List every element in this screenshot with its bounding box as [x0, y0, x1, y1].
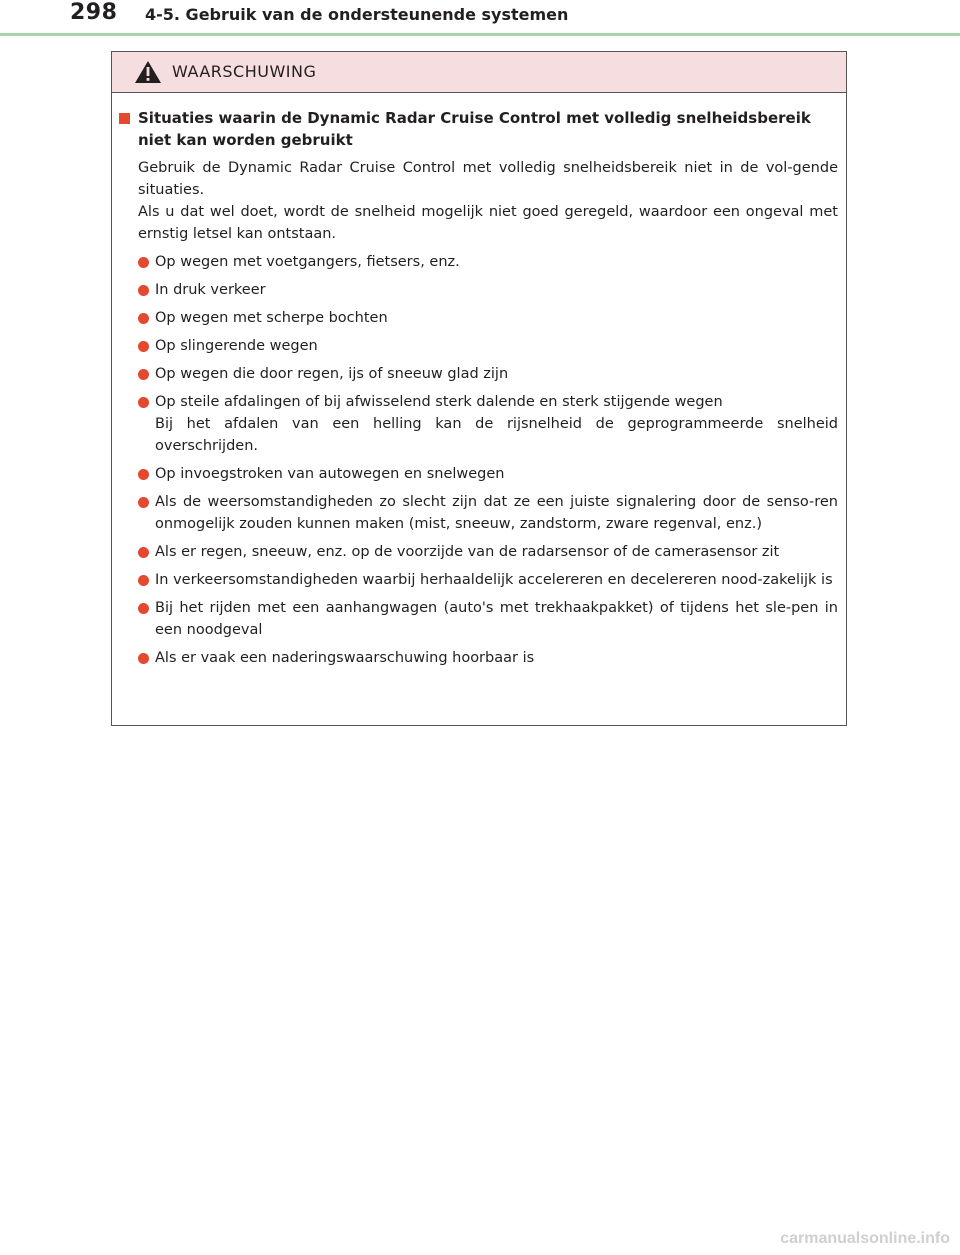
list-item-text: Bij het rijden met een aanhangwagen (auto's met trekhaakpakket) of tijdens het sle-pen in een noodgeval	[155, 600, 838, 638]
site-watermark	[750, 1227, 950, 1249]
list-item-text: Op wegen met scherpe bochten	[155, 310, 388, 326]
list-item-text: Op wegen met voetgangers, fietsers, enz.	[155, 254, 460, 270]
bullet-dot-icon	[138, 497, 149, 508]
situation-list	[119, 251, 838, 669]
warning-label: WAARSCHUWING	[172, 62, 317, 81]
bullet-dot-icon	[138, 653, 149, 664]
list-item-text: Als er vaak een naderingswaarschuwing hoorbaar is	[155, 650, 535, 666]
section-title: 4-5. Gebruik van de ondersteunende systemen	[145, 5, 569, 24]
list-item-text: Als er regen, sneeuw, enz. op de voorzijde van de radarsensor of de camerasensor zit	[155, 544, 780, 560]
list-item-text: In verkeersomstandigheden waarbij herhaaldelijk accelereren en decelereren nood-zakelijk is	[155, 572, 833, 588]
square-bullet-icon	[119, 113, 130, 124]
list-item-text: Op slingerende wegen	[155, 338, 318, 354]
list-item	[119, 307, 838, 329]
list-item	[119, 541, 838, 563]
list-item	[119, 251, 838, 273]
list-item	[119, 597, 838, 641]
list-item-text: In druk verkeer	[155, 282, 266, 298]
warning-triangle-icon	[134, 60, 162, 84]
bullet-dot-icon	[138, 285, 149, 296]
list-item	[119, 569, 838, 591]
list-item-text: Op steile afdalingen of bij afwisselend sterk dalende en sterk stijgende wegen	[155, 394, 723, 410]
list-item	[119, 463, 838, 485]
warning-heading: Situaties waarin de Dynamic Radar Cruise Control met volledig snelheidsbereik niet kan worden gebruikt	[138, 109, 811, 149]
bullet-dot-icon	[138, 369, 149, 380]
bullet-dot-icon	[138, 603, 149, 614]
intro-paragraph-2: Als u dat wel doet, wordt de snelheid mogelijk niet goed geregeld, waardoor een ongeval met ernstig letsel kan ontstaan.	[138, 204, 838, 242]
list-item	[119, 279, 838, 301]
list-item-content	[155, 391, 838, 457]
warning-intro	[138, 157, 838, 245]
list-item-text: Als de weersomstandigheden zo slecht zijn dat ze een juiste signalering door de senso-ren onmogelijk zouden kunnen maken (mist, sneeuw, zandstorm, zware regenval, enz.)	[155, 494, 838, 532]
warning-box	[111, 51, 847, 726]
intro-paragraph-1: Gebruik de Dynamic Radar Cruise Control met volledig snelheidsbereik niet in de vol-gende situaties.	[138, 160, 838, 198]
page-number: 298	[70, 0, 118, 25]
warning-heading-row	[119, 107, 838, 151]
watermark-text: carmanualsonline.info	[780, 1230, 950, 1247]
bullet-dot-icon	[138, 341, 149, 352]
warning-body	[112, 93, 846, 669]
list-item	[119, 363, 838, 385]
bullet-dot-icon	[138, 313, 149, 324]
list-item-text: Op wegen die door regen, ijs of sneeuw glad zijn	[155, 366, 509, 382]
list-item	[119, 491, 838, 535]
bullet-dot-icon	[138, 257, 149, 268]
bullet-dot-icon	[138, 547, 149, 558]
page-header	[0, 0, 960, 34]
list-item	[119, 335, 838, 357]
header-divider	[0, 33, 960, 36]
list-item-subtext: Bij het afdalen van een helling kan de rijsnelheid de geprogrammeerde snelheid overschrijden.	[155, 416, 838, 454]
list-item	[119, 391, 838, 457]
bullet-dot-icon	[138, 397, 149, 408]
list-item	[119, 647, 838, 669]
warning-header	[112, 52, 846, 93]
bullet-dot-icon	[138, 575, 149, 586]
bullet-dot-icon	[138, 469, 149, 480]
list-item-text: Op invoegstroken van autowegen en snelwegen	[155, 466, 505, 482]
